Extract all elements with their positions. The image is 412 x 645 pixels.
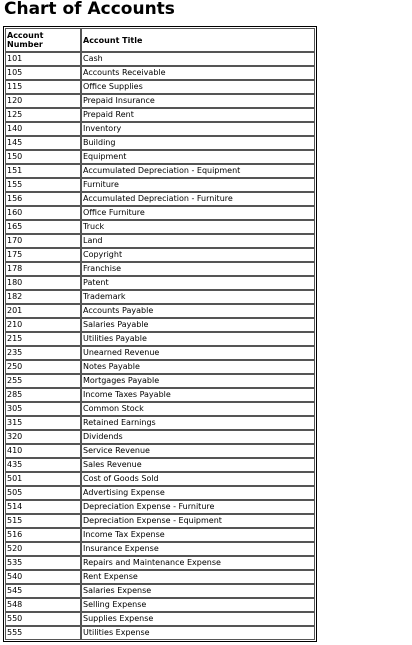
table-row [5, 206, 315, 220]
table-row [5, 584, 315, 598]
table-row [5, 444, 315, 458]
table-row [5, 430, 315, 444]
account-number-cell: 305 [5, 402, 81, 416]
account-number-cell: 535 [5, 556, 81, 570]
account-number-cell: 170 [5, 234, 81, 248]
table-row [5, 416, 315, 430]
column-header-account-number-line2: Number [7, 40, 43, 49]
account-title-cell: Accumulated Depreciation - Equipment [81, 164, 315, 178]
account-title-cell: Salaries Expense [81, 584, 315, 598]
table-row [5, 290, 315, 304]
table-row [5, 612, 315, 626]
account-number-cell: 160 [5, 206, 81, 220]
table-row [5, 192, 315, 206]
account-number-cell: 215 [5, 332, 81, 346]
account-title-cell: Income Taxes Payable [81, 388, 315, 402]
account-title-cell: Accounts Payable [81, 304, 315, 318]
account-title-cell: Truck [81, 220, 315, 234]
table-header-row [5, 28, 315, 52]
account-number-cell: 120 [5, 94, 81, 108]
account-number-cell: 105 [5, 66, 81, 80]
account-title-cell: Rent Expense [81, 570, 315, 584]
table-row [5, 500, 315, 514]
account-title-cell: Unearned Revenue [81, 346, 315, 360]
table-row [5, 458, 315, 472]
account-number-cell: 125 [5, 108, 81, 122]
table-row [5, 528, 315, 542]
account-title-cell: Accumulated Depreciation - Furniture [81, 192, 315, 206]
account-title-cell: Franchise [81, 262, 315, 276]
account-title-cell: Trademark [81, 290, 315, 304]
table-body [5, 52, 315, 640]
account-title-cell: Utilities Expense [81, 626, 315, 640]
account-title-cell: Inventory [81, 122, 315, 136]
table-row [5, 332, 315, 346]
accounts-table-container [3, 26, 317, 642]
account-title-cell: Insurance Expense [81, 542, 315, 556]
table-row [5, 626, 315, 640]
account-number-cell: 175 [5, 248, 81, 262]
account-number-cell: 505 [5, 486, 81, 500]
table-row [5, 472, 315, 486]
account-title-cell: Notes Payable [81, 360, 315, 374]
account-title-cell: Prepaid Insurance [81, 94, 315, 108]
account-title-cell: Office Supplies [81, 80, 315, 94]
table-row [5, 220, 315, 234]
table-row [5, 486, 315, 500]
account-title-cell: Supplies Expense [81, 612, 315, 626]
table-row [5, 276, 315, 290]
table-row [5, 374, 315, 388]
account-title-cell: Prepaid Rent [81, 108, 315, 122]
page-title: Chart of Accounts [4, 0, 175, 19]
table-row [5, 262, 315, 276]
account-number-cell: 156 [5, 192, 81, 206]
account-title-cell: Copyright [81, 248, 315, 262]
account-number-cell: 545 [5, 584, 81, 598]
account-title-cell: Sales Revenue [81, 458, 315, 472]
account-number-cell: 210 [5, 318, 81, 332]
table-row [5, 388, 315, 402]
table-row [5, 346, 315, 360]
account-title-cell: Depreciation Expense - Equipment [81, 514, 315, 528]
account-number-cell: 435 [5, 458, 81, 472]
account-number-cell: 201 [5, 304, 81, 318]
account-title-cell: Selling Expense [81, 598, 315, 612]
table-row [5, 80, 315, 94]
table-row [5, 52, 315, 66]
account-title-cell: Office Furniture [81, 206, 315, 220]
table-row [5, 122, 315, 136]
table-row [5, 318, 315, 332]
account-title-cell: Advertising Expense [81, 486, 315, 500]
column-header-account-title: Account Title [81, 28, 315, 52]
account-number-cell: 520 [5, 542, 81, 556]
table-row [5, 150, 315, 164]
account-title-cell: Repairs and Maintenance Expense [81, 556, 315, 570]
account-number-cell: 155 [5, 178, 81, 192]
table-row [5, 542, 315, 556]
account-title-cell: Cost of Goods Sold [81, 472, 315, 486]
account-number-cell: 514 [5, 500, 81, 514]
account-title-cell: Salaries Payable [81, 318, 315, 332]
account-title-cell: Depreciation Expense - Furniture [81, 500, 315, 514]
column-header-account-number [5, 28, 81, 52]
table-row [5, 402, 315, 416]
account-title-cell: Dividends [81, 430, 315, 444]
account-number-cell: 235 [5, 346, 81, 360]
account-number-cell: 501 [5, 472, 81, 486]
account-number-cell: 515 [5, 514, 81, 528]
account-number-cell: 151 [5, 164, 81, 178]
account-number-cell: 178 [5, 262, 81, 276]
account-title-cell: Patent [81, 276, 315, 290]
accounts-table [5, 28, 315, 640]
account-title-cell: Service Revenue [81, 444, 315, 458]
table-row [5, 304, 315, 318]
account-number-cell: 140 [5, 122, 81, 136]
column-header-account-number-line1: Account [7, 31, 44, 40]
account-number-cell: 540 [5, 570, 81, 584]
table-row [5, 94, 315, 108]
account-number-cell: 410 [5, 444, 81, 458]
table-row [5, 514, 315, 528]
table-row [5, 178, 315, 192]
account-title-cell: Retained Earnings [81, 416, 315, 430]
account-number-cell: 285 [5, 388, 81, 402]
account-title-cell: Land [81, 234, 315, 248]
account-title-cell: Cash [81, 52, 315, 66]
account-title-cell: Accounts Receivable [81, 66, 315, 80]
account-title-cell: Furniture [81, 178, 315, 192]
table-row [5, 108, 315, 122]
table-row [5, 248, 315, 262]
account-number-cell: 516 [5, 528, 81, 542]
account-number-cell: 145 [5, 136, 81, 150]
account-number-cell: 101 [5, 52, 81, 66]
account-title-cell: Utilities Payable [81, 332, 315, 346]
account-number-cell: 182 [5, 290, 81, 304]
account-number-cell: 150 [5, 150, 81, 164]
table-row [5, 164, 315, 178]
account-title-cell: Equipment [81, 150, 315, 164]
table-row [5, 598, 315, 612]
account-number-cell: 550 [5, 612, 81, 626]
account-title-cell: Building [81, 136, 315, 150]
table-row [5, 556, 315, 570]
account-number-cell: 115 [5, 80, 81, 94]
account-title-cell: Income Tax Expense [81, 528, 315, 542]
table-row [5, 234, 315, 248]
account-number-cell: 255 [5, 374, 81, 388]
table-row [5, 360, 315, 374]
table-row [5, 66, 315, 80]
table-row [5, 136, 315, 150]
account-number-cell: 315 [5, 416, 81, 430]
account-number-cell: 250 [5, 360, 81, 374]
account-number-cell: 165 [5, 220, 81, 234]
account-number-cell: 555 [5, 626, 81, 640]
account-number-cell: 180 [5, 276, 81, 290]
account-title-cell: Mortgages Payable [81, 374, 315, 388]
account-number-cell: 548 [5, 598, 81, 612]
account-number-cell: 320 [5, 430, 81, 444]
account-title-cell: Common Stock [81, 402, 315, 416]
table-row [5, 570, 315, 584]
